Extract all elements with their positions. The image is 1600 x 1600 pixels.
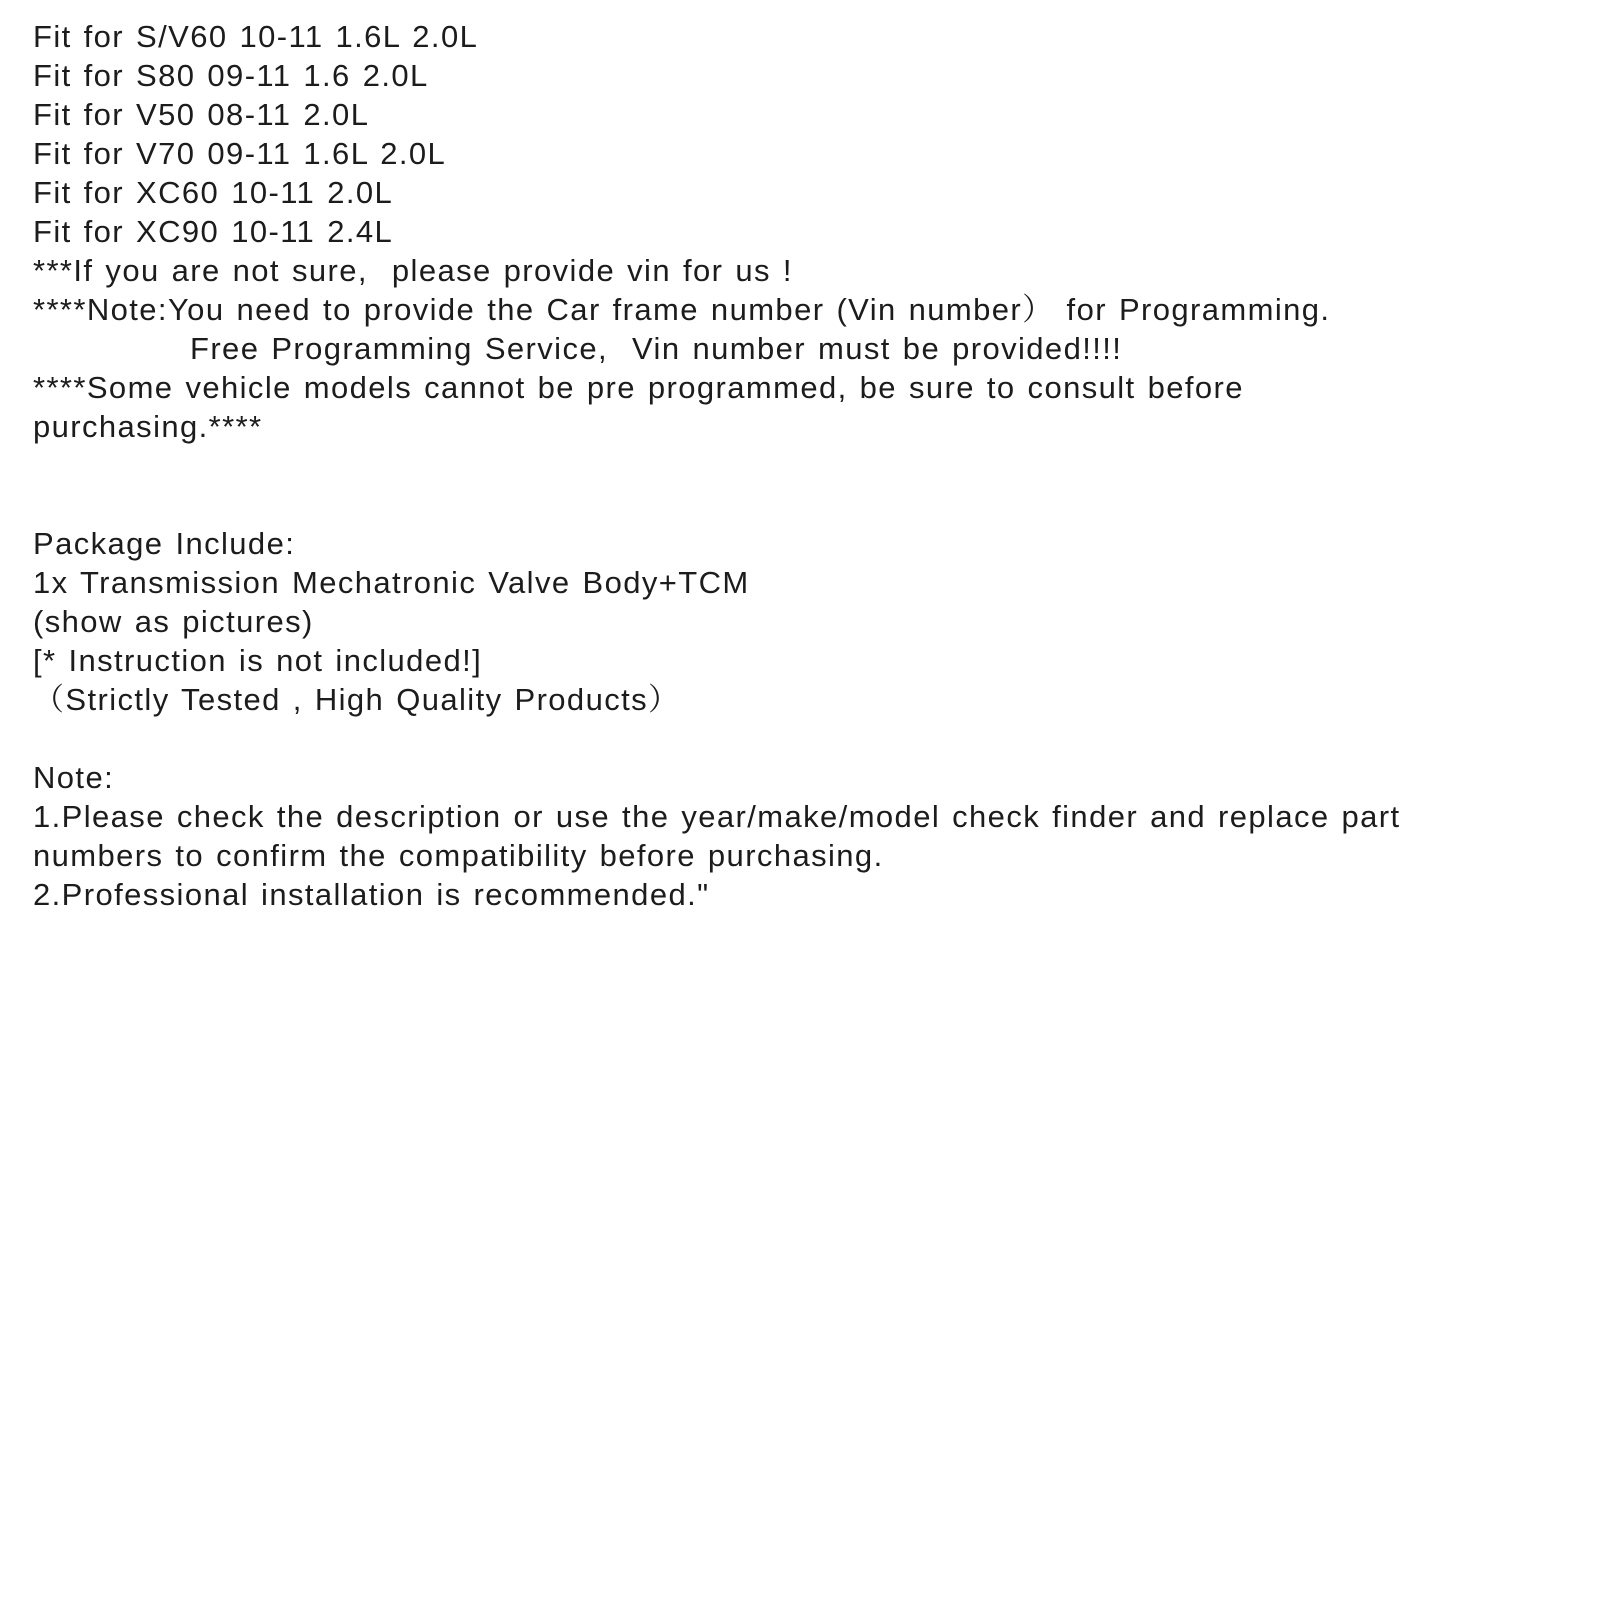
package-heading: Package Include:	[33, 526, 296, 561]
vin-notice-line-1: ***If you are not sure, please provide vin for us !	[33, 253, 793, 288]
spacer-line	[33, 485, 1563, 524]
product-description	[33, 17, 1563, 914]
package-line-2: (show as pictures)	[33, 604, 314, 639]
note-line-1: 1.Please check the description or use the year/make/model check finder and replace part	[33, 799, 1401, 834]
package-line-3: [* Instruction is not included!]	[33, 643, 483, 678]
note-line-3: 2.Professional installation is recommended."	[33, 877, 710, 912]
vin-notice-line-3: Free Programming Service, Vin number must be provided!!!!	[190, 331, 1123, 366]
vin-notice-line-5: purchasing.****	[33, 409, 263, 444]
spacer-line	[33, 446, 1563, 485]
fitment-line-1: Fit for S/V60 10-11 1.6L 2.0L	[33, 19, 479, 54]
fitment-line-2: Fit for S80 09-11 1.6 2.0L	[33, 58, 429, 93]
fitment-line-5: Fit for XC60 10-11 2.0L	[33, 175, 394, 210]
package-line-4: （Strictly Tested , High Quality Products）	[33, 682, 681, 717]
fitment-line-3: Fit for V50 08-11 2.0L	[33, 97, 370, 132]
spacer-line	[33, 719, 1563, 758]
vin-notice-line-4: ****Some vehicle models cannot be pre programmed, be sure to consult before	[33, 370, 1244, 405]
fitment-line-6: Fit for XC90 10-11 2.4L	[33, 214, 394, 249]
fitment-line-4: Fit for V70 09-11 1.6L 2.0L	[33, 136, 447, 171]
vin-notice-line-2: ****Note:You need to provide the Car frame number (Vin number） for Programming.	[33, 292, 1331, 327]
note-line-2: numbers to confirm the compatibility before purchasing.	[33, 838, 884, 873]
package-item: 1x Transmission Mechatronic Valve Body+TCM	[33, 565, 750, 600]
note-heading: Note:	[33, 760, 115, 795]
